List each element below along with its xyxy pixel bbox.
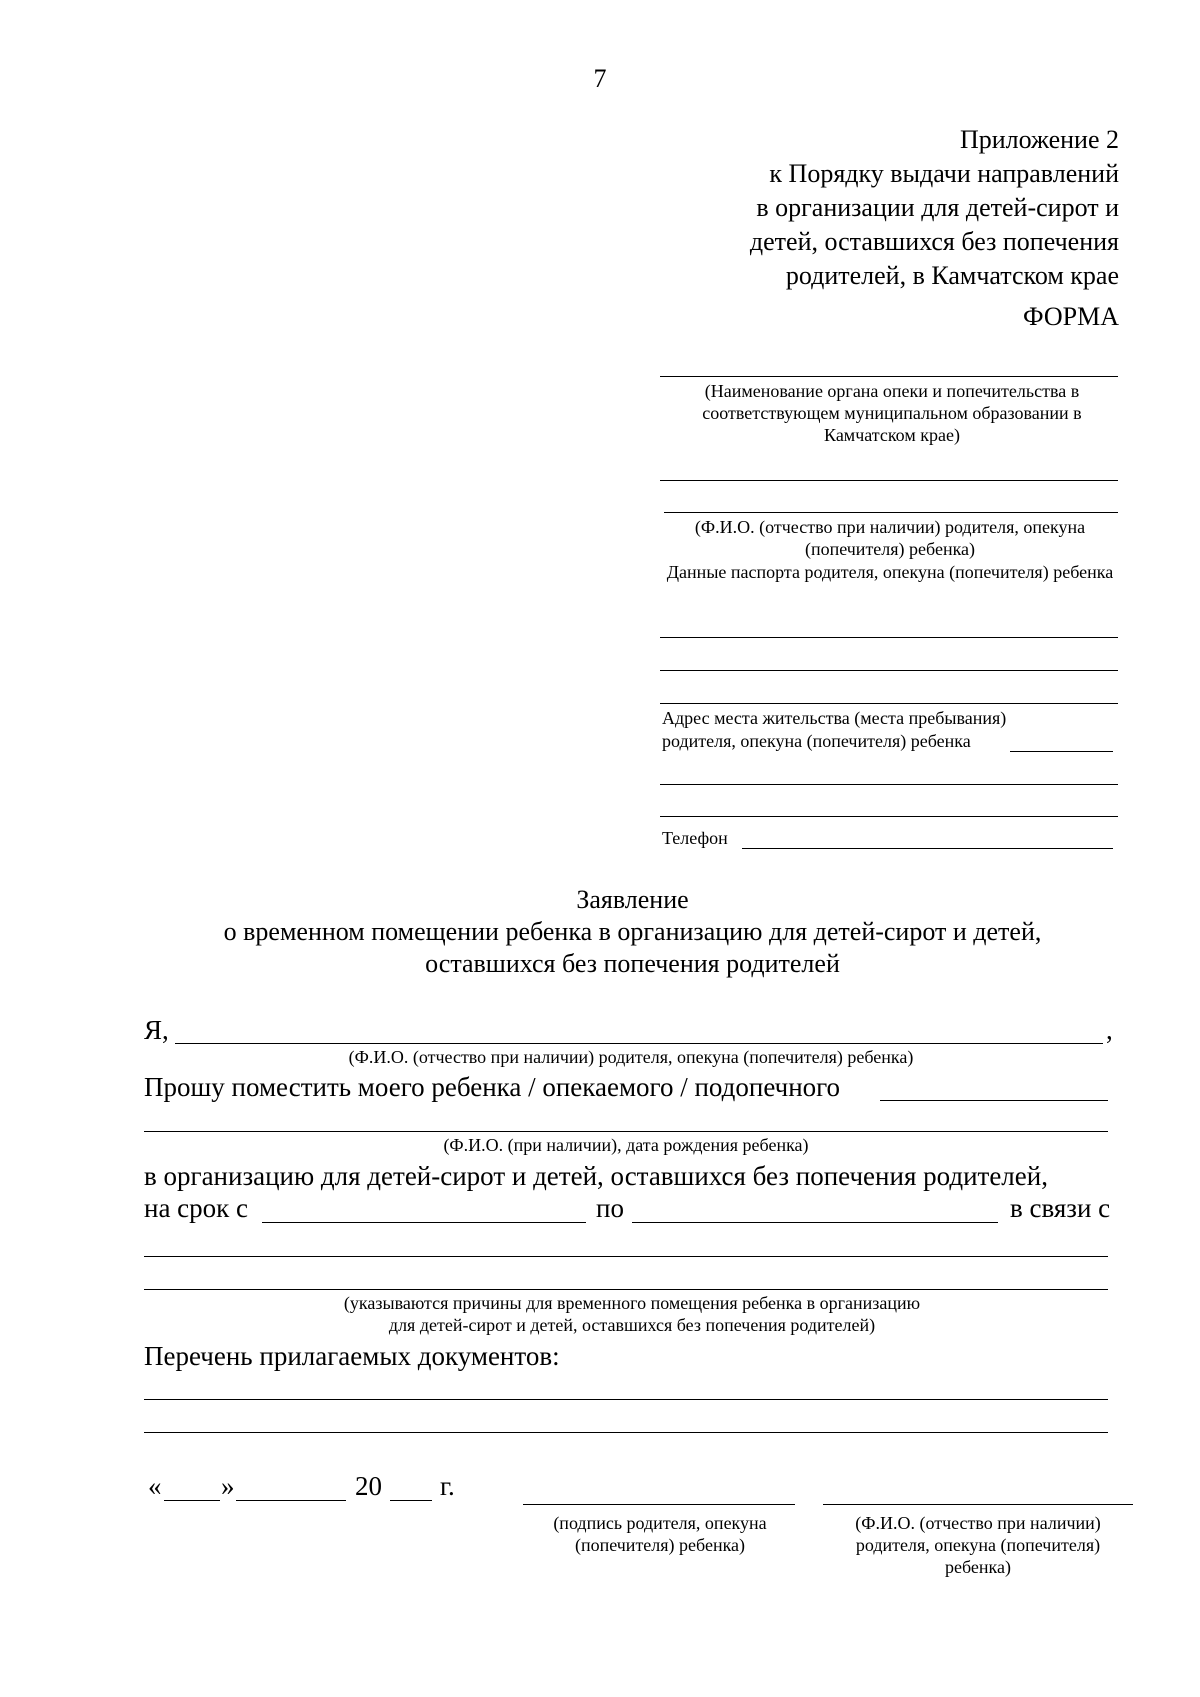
- signer-name-field[interactable]: [823, 1504, 1133, 1505]
- quote-open: «: [148, 1471, 162, 1501]
- title-line-2: о временном помещении ребенка в организацию для детей-сирот и детей,: [223, 917, 1042, 946]
- appendix-line: к Порядку выдачи направлений: [769, 159, 1119, 188]
- passport-field-3[interactable]: [660, 703, 1118, 704]
- term-prefix: на срок с: [144, 1193, 249, 1223]
- form-label: ФОРМА: [1023, 302, 1119, 331]
- passport-caption: Данные паспорта родителя, опекуна (попечителя) ребенка: [666, 562, 1114, 582]
- reason-caption-line-1: (указываются причины для временного помещения ребенка в организацию: [343, 1293, 921, 1313]
- name-caption: (Ф.И.О. (отчество при наличии) родителя, опекуна (попечителя) ребенка): [855, 1513, 1101, 1577]
- signature-caption: (подпись родителя, опекуна (попечителя) ребенка): [553, 1513, 767, 1555]
- document-title: [0, 884, 1200, 980]
- year-suffix: г.: [440, 1471, 455, 1501]
- term-to: по: [596, 1193, 624, 1223]
- authority-caption: (Наименование органа опеки и попечительства в соответствующем муниципальном образовании в Камчатском крае): [702, 381, 1082, 445]
- reason-caption: [144, 1292, 1120, 1336]
- passport-field-2[interactable]: [660, 670, 1118, 671]
- appendix-line: родителей, в Камчатском крае: [785, 261, 1119, 290]
- child-name-field[interactable]: [144, 1131, 1108, 1132]
- address-label-2-text: родителя, опекуна (попечителя) ребенка: [662, 731, 971, 751]
- appendix-line: в организации для детей-сирот и: [756, 193, 1119, 222]
- date-year-field[interactable]: [390, 1500, 432, 1501]
- authority-field[interactable]: [660, 376, 1118, 377]
- date-month-field[interactable]: [236, 1500, 346, 1501]
- authority-field-2[interactable]: [660, 480, 1118, 481]
- signature-field[interactable]: [523, 1504, 795, 1505]
- address-field-inline[interactable]: [1010, 751, 1113, 752]
- reason-field-1[interactable]: [144, 1256, 1108, 1257]
- request-text: Прошу поместить моего ребенка / опекаемого / подопечного: [144, 1072, 841, 1102]
- phone-label: Телефон: [662, 828, 728, 848]
- child-caption: (Ф.И.О. (при наличии), дата рождения ребенка): [443, 1135, 809, 1155]
- date-day-field[interactable]: [164, 1500, 220, 1501]
- address-field-2[interactable]: [660, 816, 1118, 817]
- docs-label: Перечень прилагаемых документов:: [144, 1341, 560, 1371]
- i-caption: (Ф.И.О. (отчество при наличии) родителя, опекуна (попечителя) ребенка): [348, 1047, 914, 1067]
- term-reason: в связи с: [1010, 1193, 1111, 1223]
- title-line-1: Заявление: [576, 885, 689, 914]
- page-number: 7: [593, 64, 607, 93]
- appendix-line: детей, оставшихся без попечения: [749, 227, 1119, 256]
- term-to-field[interactable]: [632, 1222, 998, 1223]
- term-from-field[interactable]: [262, 1222, 586, 1223]
- appendix-line: Приложение 2: [959, 125, 1119, 154]
- year-prefix: 20: [355, 1471, 382, 1501]
- i-suffix: ,: [1106, 1015, 1113, 1045]
- child-name-inline-field[interactable]: [880, 1100, 1108, 1101]
- docs-field-2[interactable]: [144, 1432, 1108, 1433]
- appendix-block: [750, 123, 1119, 293]
- reason-field-2[interactable]: [144, 1289, 1108, 1290]
- docs-field-1[interactable]: [144, 1399, 1108, 1400]
- reason-caption-line-2: для детей-сирот и детей, оставшихся без попечения родителей): [388, 1315, 876, 1335]
- applicant-caption: (Ф.И.О. (отчество при наличии) родителя, опекуна (попечителя) ребенка): [694, 517, 1086, 559]
- address-field-1[interactable]: [660, 784, 1118, 785]
- passport-field-1[interactable]: [660, 637, 1118, 638]
- address-label-1: Адрес места жительства (места пребывания): [662, 708, 1007, 728]
- address-label-2: [662, 730, 971, 752]
- phone-field[interactable]: [742, 848, 1113, 849]
- i-prefix: Я,: [144, 1015, 169, 1045]
- applicant-name-field[interactable]: [664, 512, 1118, 513]
- quote-close: »: [221, 1471, 235, 1501]
- org-text: в организацию для детей-сирот и детей, оставшихся без попечения родителей,: [144, 1161, 1048, 1191]
- applicant-full-name-field[interactable]: [175, 1043, 1103, 1044]
- title-line-3: оставшихся без попечения родителей: [425, 949, 840, 978]
